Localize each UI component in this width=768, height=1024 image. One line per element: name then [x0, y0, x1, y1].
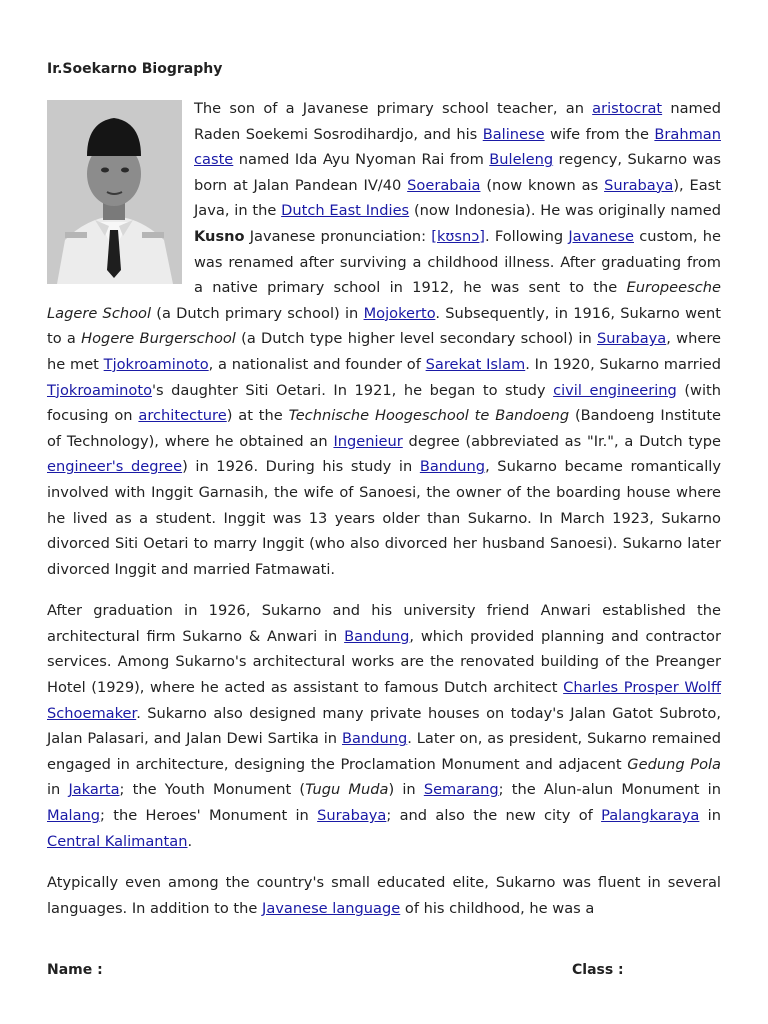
text: The son of a Javanese primary school teacher, an [194, 100, 593, 117]
text: degree (abbreviated as "Ir.", a Dutch type [402, 432, 722, 450]
link-mojokerto[interactable]: Mojokerto [363, 304, 436, 322]
class-label: Class : [572, 962, 624, 978]
text: . In 1920, Sukarno married [525, 355, 721, 373]
link-civil-engineering[interactable]: civil engineering [553, 381, 677, 399]
link-central-kalimantan[interactable]: Central Kalimantan [47, 832, 188, 850]
text: (Bandoeng Institute of Technology), where he obtained an [47, 407, 722, 450]
text: , a nationalist and founder of [208, 355, 426, 373]
text: . Sukarno also designed many private houses on today's Jalan Gatot Subroto, Jalan Palasari, and Jalan Dewi Sartika in [47, 704, 721, 748]
text: , Sukarno became romantically involved with Inggit Garnasih, the wife of Sanoesi, the owner of the boarding house where he lived as a student. Inggit was 13 years older than Sukarno. In March 1923, Sukarno divorced Siti Oetari to marry Inggit (who also divorced her husband Sanoesi). Sukarno later divorced Inggit and married Fatmawati. [47, 458, 721, 578]
link-javanese-language[interactable]: Javanese language [262, 899, 401, 917]
link-brahman-caste[interactable]: Brahman caste [194, 125, 721, 169]
text: in [47, 781, 69, 799]
text: , which provided planning and contractor services. Among Sukarno's architectural works are the renovated building of the Preanger Hotel (1929), where he acted as assistant to famous Dutch architect [47, 627, 721, 697]
text: (a Dutch primary school) in [151, 304, 364, 322]
link-charles-prosper-wolff-schoemaker[interactable]: Charles Prosper Wolff Schoemaker [47, 679, 721, 722]
text: , where he met [47, 330, 721, 373]
text: ), East Java, in the [194, 176, 721, 220]
text: wife from the [544, 125, 655, 143]
link-surabaya[interactable]: Surabaya [317, 807, 387, 825]
paragraph-languages [47, 870, 721, 921]
text: ; and also the new city of [386, 807, 602, 825]
text: ) at the [226, 407, 289, 425]
portrait-photo [47, 100, 182, 284]
text: ; the Youth Monument ( [119, 781, 306, 799]
link-palangkaraya[interactable]: Palangkaraya [601, 807, 700, 825]
text: in [699, 807, 721, 825]
link-surabaya[interactable]: Surabaya [597, 330, 667, 348]
link-buleleng[interactable]: Buleleng [489, 151, 554, 169]
text: ) in [388, 781, 424, 799]
text: custom, he was renamed after surviving a childhood illness. After graduating from a native primary school in 1912, he was sent to the [194, 227, 721, 297]
link-engineers-degree[interactable]: engineer's degree [47, 458, 183, 476]
italic-term: Europeesche Lagere School [47, 279, 721, 322]
text: named Ida Ayu Nyoman Rai from [233, 151, 490, 169]
link-aristocrat[interactable]: aristocrat [592, 100, 663, 117]
italic-term: Gedung Pola [627, 755, 721, 773]
link-malang[interactable]: Malang [47, 807, 101, 825]
link-semarang[interactable]: Semarang [423, 781, 499, 799]
footer-fields [47, 962, 721, 982]
text: named Raden Soekemi Sosrodihardjo, and his [194, 100, 721, 143]
italic-term: Technische Hoogeschool te Bandoeng [288, 407, 570, 425]
text: (a Dutch type higher level secondary school) in [235, 330, 597, 348]
text: ; the Heroes' Monument in [100, 807, 318, 825]
link-balinese[interactable]: Balinese [482, 125, 545, 143]
link-bandung[interactable]: Bandung [341, 730, 408, 748]
italic-term: Hogere Burgerschool [81, 330, 236, 348]
link-ingenieur[interactable]: Ingenieur [333, 432, 403, 450]
paragraph-early-life [47, 96, 721, 582]
italic-term: Tugu Muda [305, 781, 389, 799]
text: (with focusing on [47, 381, 722, 425]
text: . [187, 832, 193, 850]
text: regency, Sukarno was born at Jalan Pandean IV/40 [194, 151, 721, 194]
link-bandung[interactable]: Bandung [419, 458, 486, 476]
text: . Later on, as president, Sukarno remained engaged in architecture, designing the Proclamation Monument and adjacent [47, 730, 721, 773]
text: of his childhood, he was a [400, 899, 595, 917]
text: ; the Alun-alun Monument in [498, 781, 721, 799]
text: (now Indonesia). He was originally named [409, 202, 722, 220]
link-surabaya[interactable]: Surabaya [604, 176, 674, 194]
link-pronunciation[interactable]: [kʊsnɔ] [431, 227, 485, 245]
link-javanese[interactable]: Javanese [568, 227, 634, 245]
text: . Subsequently, in 1916, Sukarno went to a [47, 304, 721, 348]
text: 's daughter Siti Oetari. In 1921, he began to study [152, 381, 554, 399]
text: ) in 1926. During his study in [182, 458, 420, 476]
text: After graduation in 1926, Sukarno and his university friend Anwari established the architectural firm Sukarno & Anwari in [47, 602, 721, 645]
page-title: Ir.Soekarno Biography [47, 61, 223, 77]
link-sarekat-islam[interactable]: Sarekat Islam [425, 355, 526, 373]
link-architecture[interactable]: architecture [138, 407, 227, 425]
name-label: Name : [47, 962, 103, 978]
text: . Following [485, 227, 569, 245]
link-jakarta[interactable]: Jakarta [68, 781, 120, 799]
link-tjokroaminoto[interactable]: Tjokroaminoto [103, 355, 209, 373]
document-page [47, 60, 721, 937]
link-soerabaia[interactable]: Soerabaia [407, 176, 481, 194]
link-bandung[interactable]: Bandung [344, 627, 410, 645]
text: (now known as [480, 176, 605, 194]
link-dutch-east-indies[interactable]: Dutch East Indies [281, 202, 410, 220]
paragraph-architecture [47, 598, 721, 854]
link-tjokroaminoto[interactable]: Tjokroaminoto [47, 381, 152, 399]
text: Atypically even among the country's small educated elite, Sukarno was fluent in several languages. In addition to the [47, 874, 721, 917]
bold-name: Kusno [194, 227, 245, 245]
text: Javanese pronunciation: [244, 227, 432, 245]
